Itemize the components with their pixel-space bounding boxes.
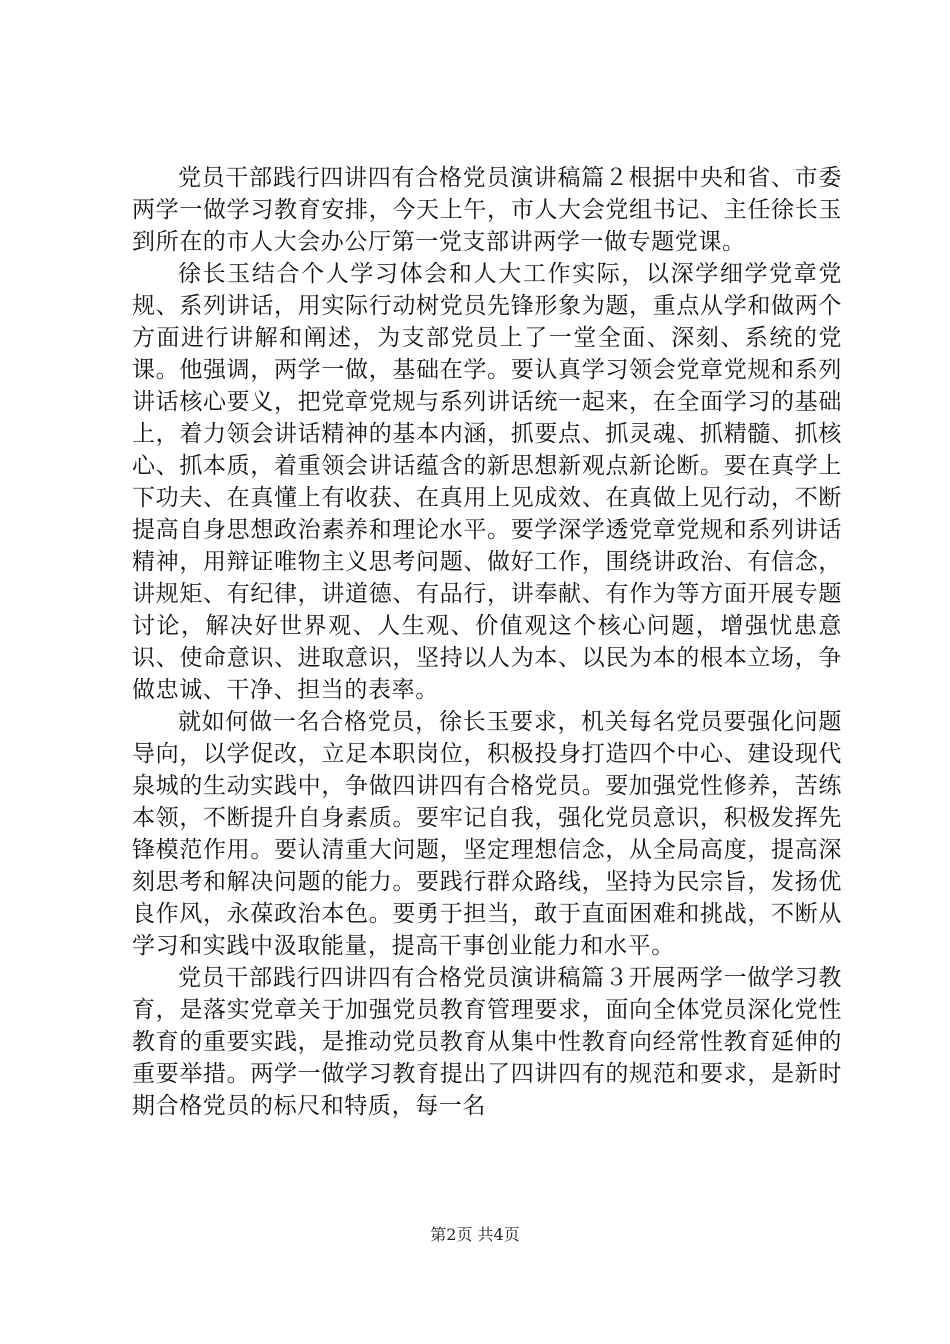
document-body (132, 162, 842, 1122)
page-footer: 第2页 共4页 (430, 1225, 520, 1244)
paragraph-3: 就如何做一名合格党员，徐长玉要求，机关每名党员要强化问题导向，以学促改，立足本职岗位，积极投身打造四个中心、建设现代泉城的生动实践中，争做四讲四有合格党员。要加强党性修养，苦练本领，不断提升自身素质。要牢记自我，强化党员意识，积极发挥先锋模范作用。要认清重大问题，坚定理想信念，从全局高度，提高深刻思考和解决问题的能力。要践行群众路线，坚持为民宗旨，发扬优良作风，永葆政治本色。要勇于担当，敢于直面困难和挑战，不断从学习和实践中汲取能量，提高干事创业能力和水平。 (132, 709, 842, 959)
paragraph-2: 徐长玉结合个人学习体会和人大工作实际，以深学细学党章党规、系列讲话，用实际行动树党员先锋形象为题，重点从学和做两个方面进行讲解和阐述，为支部党员上了一堂全面、深刻、系统的党课。他强调，两学一做，基础在学。要认真学习领会党章党规和系列讲话核心要义，把党章党规与系列讲话统一起来，在全面学习的基础上，着力领会讲话精神的基本内涵，抓要点、抓灵魂、抓精髓、抓核心、抓本质，着重领会讲话蕴含的新思想新观点新论断。要在真学上下功夫、在真懂上有收获、在真用上见成效、在真做上见行动，不断提高自身思想政治素养和理论水平。要学深学透党章党规和系列讲话精神，用辩证唯物主义思考问题、做好工作，围绕讲政治、有信念，讲规矩、有纪律，讲道德、有品行，讲奉献、有作为等方面开展专题讨论，解决好世界观、人生观、价值观这个核心问题，增强忧患意识、使命意识、进取意识，坚持以人为本、以民为本的根本立场，争做忠诚、干净、担当的表率。 (132, 261, 842, 703)
paragraph-1: 党员干部践行四讲四有合格党员演讲稿篇２根据中央和省、市委两学一做学习教育安排，今天上午，市人大会党组书记、主任徐长玉到所在的市人大会办公厅第一党支部讲两学一做专题党课。 (132, 165, 842, 255)
paragraph-4: 党员干部践行四讲四有合格党员演讲稿篇３开展两学一做学习教育，是落实党章关于加强党员教育管理要求，面向全体党员深化党性教育的重要实践，是推动党员教育从集中性教育向经常性教育延伸的重要举措。两学一做学习教育提出了四讲四有的规范和要求，是新时期合格党员的标尺和特质，每一名 (132, 965, 842, 1119)
